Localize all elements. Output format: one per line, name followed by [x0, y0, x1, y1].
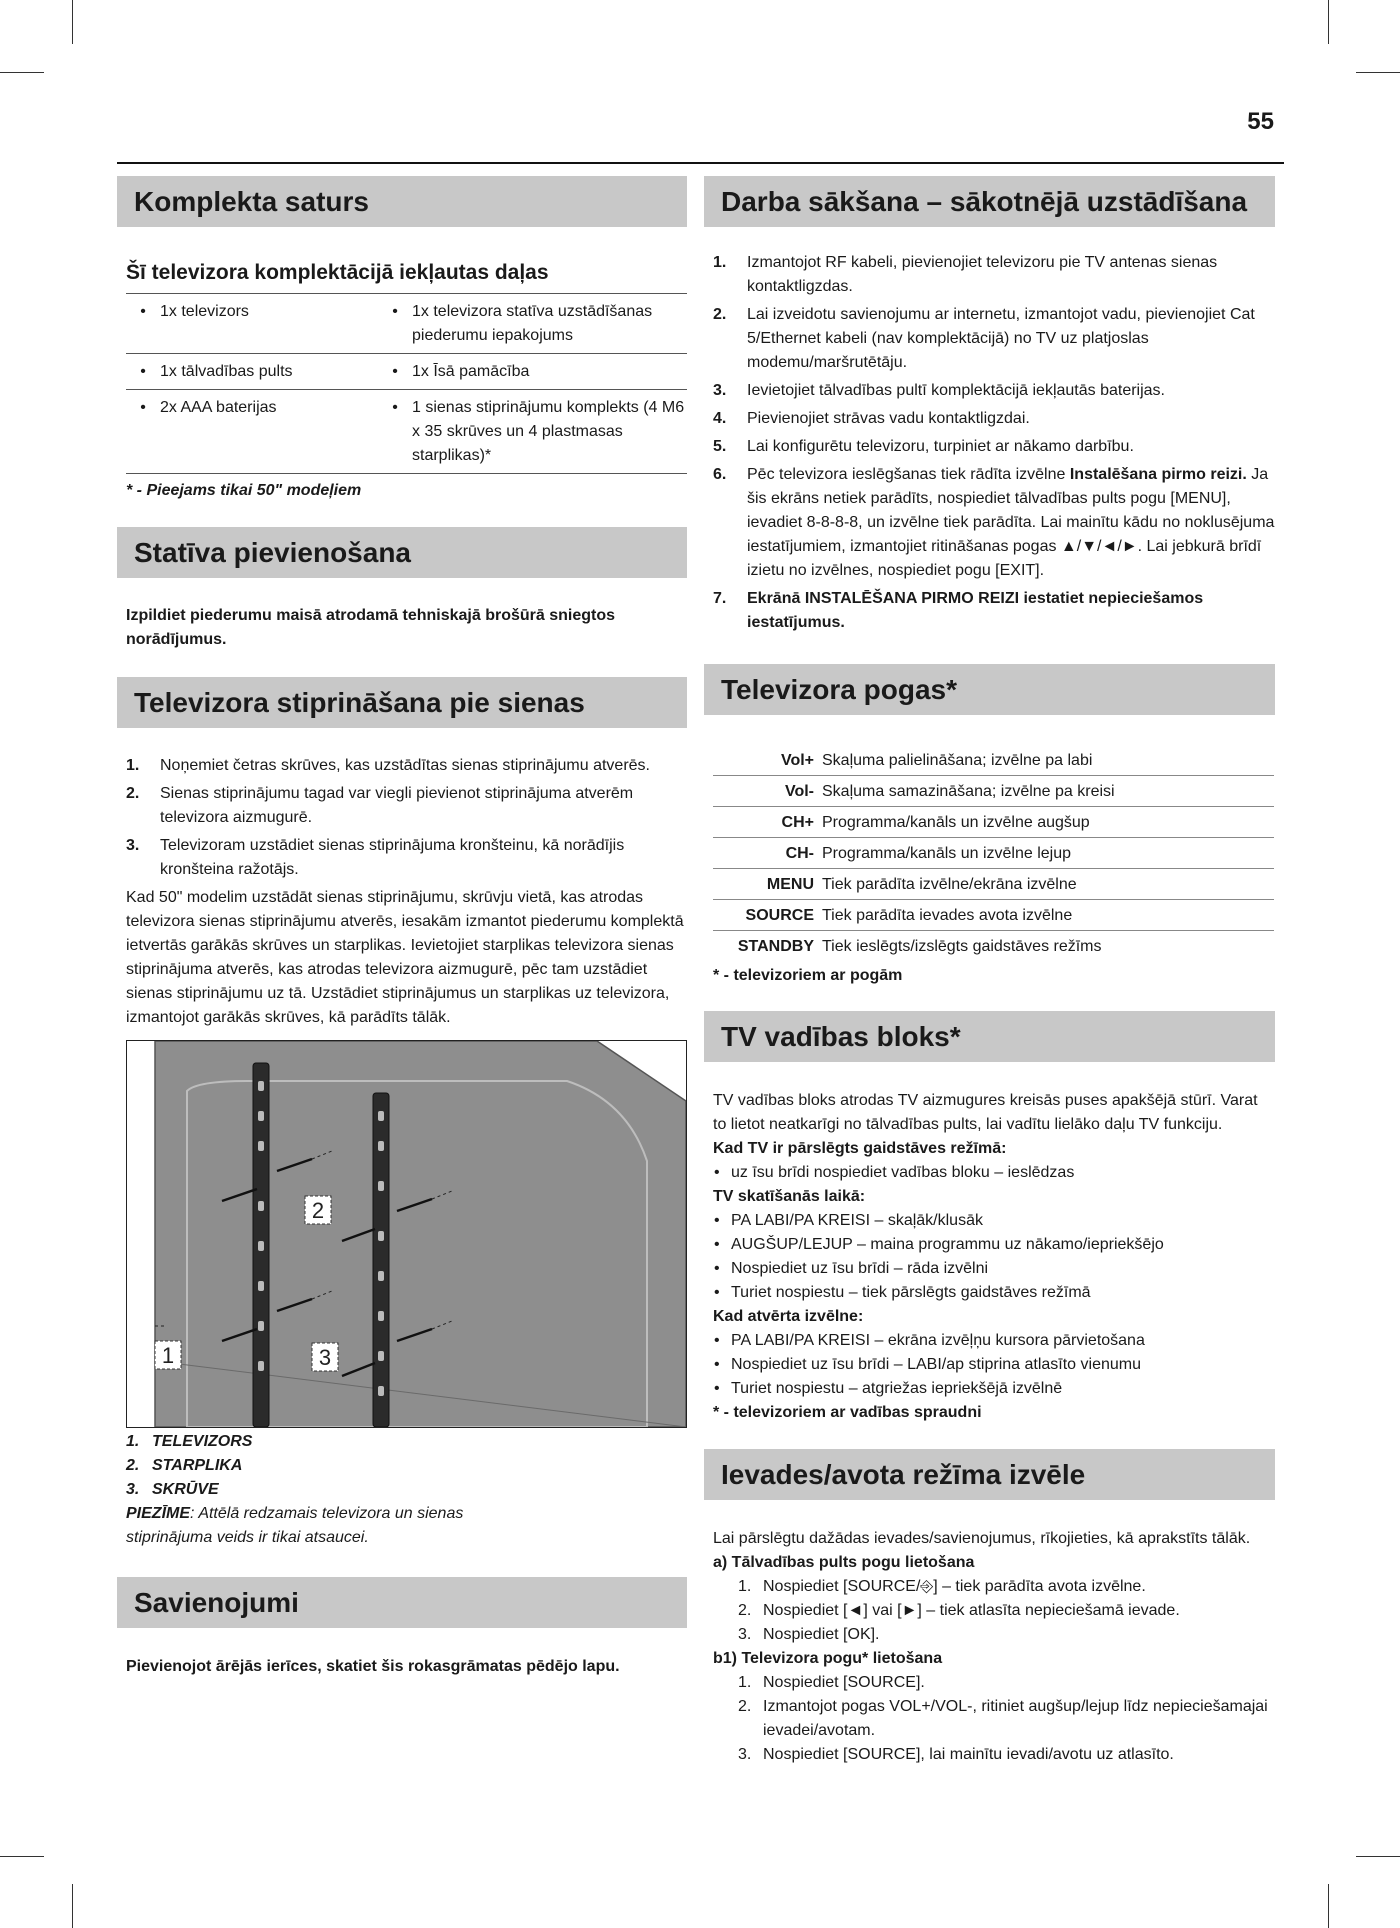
crop-mark — [1356, 72, 1400, 73]
crop-mark — [72, 1884, 73, 1928]
section-heading-tv-buttons: Televizora pogas* — [704, 664, 1275, 715]
list-item: 2. Lai izveidotu savienojumu ar internetu, izmantojot vadu, pievienojiet Cat 5/Ethernet kabeli (nav komplektācijā) no TV uz platjoslas modemu/maršrutētāju. — [713, 306, 1255, 371]
figure-label-2: 2 — [311, 1198, 325, 1223]
list-item: 1. TELEVIZORS — [126, 1433, 253, 1450]
list-item: 6. Pēc televizora ieslēgšanas tiek rādīta izvēlne Instalēšana pirmo reizi. Ja šis ekrāns netiek parādīts, nospiediet tālvadības pults pogu [MENU], ievadiet 8-8-8-8, un izvēlne tiek parādīta. Lai mainītu kādu no noklusējuma iestatījumiem, izmantojiet ritināšanas pogas ▲/▼/◄/►. Lai jebkurā brīdī izietu no izvēlnes, nospiediet pogu [EXIT]. — [713, 466, 1275, 579]
list-item: • PA LABI/PA KREISI – ekrāna izvēļņu kursora pārvietošana — [713, 1329, 1275, 1353]
table-row: SOURCE Tiek parādīta ievades avota izvēlne — [713, 900, 1274, 931]
crop-mark — [1328, 0, 1329, 44]
section-heading-contents: Komplekta saturs — [117, 176, 687, 227]
list-item: • uz īsu brīdi nospiediet vadības bloku – ieslēdzas — [713, 1161, 1275, 1185]
right-column — [704, 176, 1275, 1767]
list-item: 1. Noņemiet četras skrūves, kas uzstādītas sienas stiprinājumu atverēs. — [126, 757, 650, 774]
list-item: 3. SKRŪVE — [126, 1481, 219, 1498]
list-item: • AUGŠUP/LEJUP – maina programmu uz nākamo/iepriekšējo — [713, 1233, 1275, 1257]
table-row: • 1x tālvadības pults • 1x Īsā pamācība — [126, 354, 687, 390]
table-row: CH- Programma/kanāls un izvēlne lejup — [713, 838, 1274, 869]
list-item: 1. Izmantojot RF kabeli, pievienojiet televizoru pie TV antenas sienas kontaktligzdas. — [713, 254, 1218, 295]
control-watching-list — [704, 1209, 1275, 1305]
setup-steps — [704, 251, 1275, 635]
list-item: • Turiet nospiestu – tiek pārslēgts gaidstāves režīmā — [713, 1281, 1275, 1305]
tv-back-diagram — [127, 1041, 686, 1427]
input-a-label: a) Tālvadības pults pogu lietošana — [713, 1554, 975, 1571]
list-item: 2. Sienas stiprinājumu tagad var viegli pievienot stiprinājuma atverēm televizora aizmugurē. — [126, 785, 634, 826]
input-intro: Lai pārslēgtu dažādas ievades/savienojumus, rīkojieties, kā aprakstīts tālāk. — [713, 1530, 1251, 1547]
list-item: 1. Nospiediet [SOURCE/⎆] – tiek parādīta avota izvēlne. — [738, 1578, 1146, 1595]
section-heading-setup: Darba sākšana – sākotnējā uzstādīšana — [704, 176, 1275, 227]
list-item: 5. Lai konfigurētu televizoru, turpiniet ar nākamo darbību. — [713, 438, 1134, 455]
left-column — [117, 176, 687, 1679]
list-item: • Turiet nospiestu – atgriežas iepriekšējā izvēlnē — [713, 1377, 1275, 1401]
control-watching-label: TV skatīšanās laikā: — [713, 1188, 866, 1205]
crop-mark — [0, 72, 44, 73]
list-item: 3. Nospiediet [OK]. — [738, 1626, 880, 1643]
page-number: 55 — [1247, 108, 1274, 135]
wall-mount-steps — [117, 754, 687, 882]
crop-mark — [72, 0, 73, 44]
connections-text: Pievienojot ārējās ierīces, skatiet šis rokasgrāmatas pēdējo lapu. — [126, 1658, 620, 1675]
list-item: 2. STARPLIKA — [126, 1457, 243, 1474]
list-item: 1. Nospiediet [SOURCE]. — [738, 1674, 925, 1691]
list-item: 7. Ekrānā INSTALĒŠANA PIRMO REIZI iestatiet nepieciešamos iestatījumus. — [713, 590, 1204, 631]
section-heading-connections: Savienojumi — [117, 1577, 687, 1628]
contents-subheading: Šī televizora komplektācijā iekļautas daļas — [126, 261, 549, 284]
wall-mount-illustration — [126, 1040, 687, 1428]
figure-note: PIEZĪME: Attēlā redzamais televizora un sienas — [126, 1505, 464, 1522]
control-standby-list — [704, 1161, 1275, 1185]
wall-mount-paragraph: Kad 50" modelim uzstādāt sienas stiprinājumu, skrūvju vietā, kas atrodas televizora sienas stiprinājumu atverēs, iesakām izmantot piederumu komplektā ietvertās garākās skrūves un starplikas. Ievietojiet starplikas televizora sienas stiprinājuma atverēs, kas atrodas televizora aizmugurē, pēc tam uzstādiet sienas stiprinājumu uz tā. Uzstādiet stiprinājumus un starplikas uz televizora, izmantojot garākās skrūves, kā parādīts tālāk. — [126, 889, 684, 1026]
section-heading-stand: Statīva pievienošana — [117, 527, 687, 578]
list-item: 3. Nospiediet [SOURCE], lai mainītu ievadi/avotu uz atlasīto. — [738, 1746, 1174, 1763]
list-item: • Nospiediet uz īsu brīdi – rāda izvēlni — [713, 1257, 1275, 1281]
figure-label-1: 1 — [161, 1343, 175, 1368]
header-rule — [117, 162, 1284, 164]
contents-table — [126, 293, 687, 474]
crop-mark — [1356, 1856, 1400, 1857]
input-a-steps — [704, 1575, 1275, 1647]
list-item: 4. Pievienojiet strāvas vadu kontaktligzdai. — [713, 410, 1030, 427]
list-item: 2. Izmantojot pogas VOL+/VOL-, ritiniet augšup/lejup līdz nepieciešamajai ievadei/avotam. — [738, 1698, 1268, 1739]
list-item: 3. Ievietojiet tālvadības pultī komplektācijā iekļautās baterijas. — [713, 382, 1165, 399]
control-menu-label: Kad atvērta izvēlne: — [713, 1308, 864, 1325]
control-standby-label: Kad TV ir pārslēgts gaidstāves režīmā: — [713, 1140, 1007, 1157]
list-item: 2. Nospiediet [◄] vai [►] – tiek atlasīta nepieciešamā ievade. — [738, 1602, 1180, 1619]
control-note: * - televizoriem ar vadības spraudni — [713, 1404, 982, 1421]
section-heading-input-select: Ievades/avota režīma izvēle — [704, 1449, 1275, 1500]
table-row: STANDBY Tiek ieslēgts/izslēgts gaidstāves režīms — [737, 938, 1102, 955]
table-row: • 2x AAA baterijas • 1 sienas stiprinājumu komplekts (4 M6 x 35 skrūves un 4 plastmasas starplikas)* — [126, 390, 687, 474]
table-row: • 1x televizors • 1x televizora statīva uzstādīšanas piederumu iepakojums — [126, 294, 687, 354]
list-item: • PA LABI/PA KREISI – skaļāk/klusāk — [713, 1209, 1275, 1233]
section-heading-control-unit: TV vadības bloks* — [704, 1011, 1275, 1062]
list-item: 3. Televizoram uzstādiet sienas stiprinājuma kronšteinu, kā norādījis kronšteina ražotājs. — [126, 837, 625, 878]
control-intro: TV vadības bloks atrodas TV aizmugures kreisās puses apakšējā stūrī. Varat to lietot neatkarīgi no tālvadības pults, lai vadītu lielāko daļu TV funkciju. — [713, 1092, 1258, 1133]
contents-note: * - Pieejams tikai 50" modeļiem — [126, 482, 362, 499]
tv-buttons-table — [713, 745, 1274, 961]
figure-label-3: 3 — [318, 1345, 332, 1370]
figure-note-line2: stiprinājuma veids ir tikai atsaucei. — [126, 1529, 369, 1546]
list-item: • Nospiediet uz īsu brīdi – LABI/ap stiprina atlasīto vienumu — [713, 1353, 1275, 1377]
table-row: CH+ Programma/kanāls un izvēlne augšup — [713, 807, 1274, 838]
input-b-steps — [704, 1671, 1275, 1767]
figure-legend — [117, 1430, 687, 1550]
table-row: Vol+ Skaļuma palielināšana; izvēlne pa labi — [713, 745, 1274, 776]
section-heading-wall-mount: Televizora stiprināšana pie sienas — [117, 677, 687, 728]
control-menu-list — [704, 1329, 1275, 1401]
table-row: MENU Tiek parādīta izvēlne/ekrāna izvēlne — [713, 869, 1274, 900]
stand-text: Izpildiet piederumu maisā atrodamā tehniskajā brošūrā sniegtos norādījumus. — [126, 607, 616, 648]
tv-buttons-note: * - televizoriem ar pogām — [713, 967, 903, 984]
table-row: Vol- Skaļuma samazināšana; izvēlne pa kreisi — [713, 776, 1274, 807]
input-b-label: b1) Televizora pogu* lietošana — [713, 1650, 943, 1667]
crop-mark — [0, 1856, 44, 1857]
crop-mark — [1328, 1884, 1329, 1928]
